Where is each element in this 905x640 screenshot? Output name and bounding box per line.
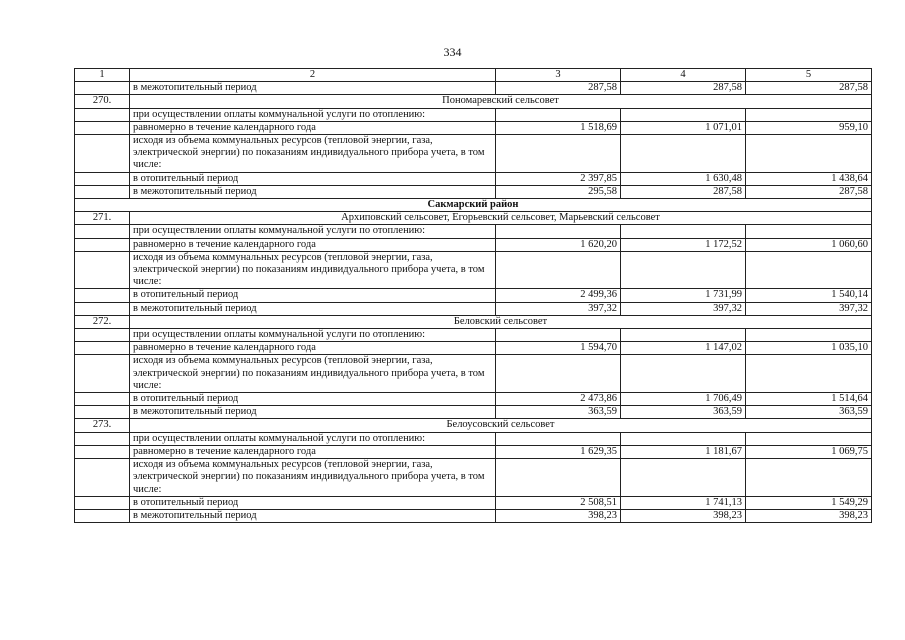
empty-cell: [496, 225, 621, 238]
value-cell: 398,23: [746, 509, 872, 522]
empty-cell: [746, 135, 872, 173]
value-cell: 2 397,85: [496, 172, 621, 185]
value-cell: 363,59: [621, 406, 746, 419]
value-cell: 1 172,52: [621, 238, 746, 251]
value-cell: 1 706,49: [621, 393, 746, 406]
value-cell: 1 438,64: [746, 172, 872, 185]
row-label: при осуществлении оплаты коммунальной услуги по отоплению:: [130, 432, 496, 445]
header-cell: 5: [746, 69, 872, 82]
empty-cell: [75, 108, 130, 121]
empty-cell: [75, 251, 130, 289]
value-cell: 1 181,67: [621, 445, 746, 458]
value-cell: 2 508,51: [496, 496, 621, 509]
value-cell: 1 741,13: [621, 496, 746, 509]
table-row: [75, 509, 872, 522]
empty-cell: [75, 172, 130, 185]
empty-cell: [75, 121, 130, 134]
row-label: при осуществлении оплаты коммунальной услуги по отоплению:: [130, 329, 496, 342]
empty-cell: [621, 329, 746, 342]
value-cell: 1 630,48: [621, 172, 746, 185]
empty-cell: [621, 355, 746, 393]
empty-cell: [621, 225, 746, 238]
value-cell: 287,58: [746, 185, 872, 198]
table-row: [75, 225, 872, 238]
table-row: [75, 329, 872, 342]
value-cell: 1 731,99: [621, 289, 746, 302]
row-label: исходя из объема коммунальных ресурсов (тепловой энергии, газа, электрической энергии) по показаниям индивидуального прибора учета, в том числе:: [130, 459, 496, 497]
row-label: равномерно в течение календарного года: [130, 121, 496, 134]
header-cell: 1: [75, 69, 130, 82]
header-cell: 2: [130, 69, 496, 82]
value-cell: 287,58: [621, 185, 746, 198]
empty-cell: [75, 289, 130, 302]
value-cell: 363,59: [746, 406, 872, 419]
table-row: [75, 251, 872, 289]
value-cell: 398,23: [621, 509, 746, 522]
row-label: исходя из объема коммунальных ресурсов (тепловой энергии, газа, электрической энергии) по показаниям индивидуального прибора учета, в том числе:: [130, 135, 496, 173]
row-number: 271.: [75, 212, 130, 225]
empty-cell: [746, 432, 872, 445]
settlement-row: [75, 212, 872, 225]
value-cell: 1 069,75: [746, 445, 872, 458]
value-cell: 1 071,01: [621, 121, 746, 134]
value-cell: 1 629,35: [496, 445, 621, 458]
row-label: равномерно в течение календарного года: [130, 445, 496, 458]
empty-cell: [75, 329, 130, 342]
empty-cell: [746, 355, 872, 393]
row-label: в межотопительный период: [130, 185, 496, 198]
row-label: исходя из объема коммунальных ресурсов (тепловой энергии, газа, электрической энергии) по показаниям индивидуального прибора учета, в том числе:: [130, 355, 496, 393]
table-row: [75, 82, 872, 95]
district-row: [75, 199, 872, 212]
row-number: 272.: [75, 315, 130, 328]
empty-cell: [496, 251, 621, 289]
row-label: в отопительный период: [130, 289, 496, 302]
row-label: в отопительный период: [130, 393, 496, 406]
settlement-name: Архиповский сельсовет, Егорьевский сельсовет, Марьевский сельсовет: [130, 212, 872, 225]
value-cell: 397,32: [496, 302, 621, 315]
empty-cell: [75, 496, 130, 509]
empty-cell: [746, 225, 872, 238]
empty-cell: [746, 251, 872, 289]
settlement-name: Беловский сельсовет: [130, 315, 872, 328]
empty-cell: [746, 329, 872, 342]
row-number: 270.: [75, 95, 130, 108]
empty-cell: [621, 432, 746, 445]
row-number: 273.: [75, 419, 130, 432]
value-cell: 959,10: [746, 121, 872, 134]
value-cell: 397,32: [621, 302, 746, 315]
value-cell: 1 514,64: [746, 393, 872, 406]
header-row: [75, 69, 872, 82]
row-label: в отопительный период: [130, 496, 496, 509]
table-row: [75, 289, 872, 302]
row-label: равномерно в течение календарного года: [130, 342, 496, 355]
district-name: Сакмарский район: [75, 199, 872, 212]
table-row: [75, 121, 872, 134]
header-cell: 4: [621, 69, 746, 82]
value-cell: 287,58: [746, 82, 872, 95]
row-label: при осуществлении оплаты коммунальной услуги по отоплению:: [130, 108, 496, 121]
settlement-row: [75, 315, 872, 328]
value-cell: 295,58: [496, 185, 621, 198]
value-cell: 397,32: [746, 302, 872, 315]
empty-cell: [496, 108, 621, 121]
empty-cell: [621, 108, 746, 121]
empty-cell: [496, 432, 621, 445]
empty-cell: [75, 342, 130, 355]
table-row: [75, 406, 872, 419]
tariff-table: [74, 68, 872, 523]
table-row: [75, 238, 872, 251]
empty-cell: [75, 432, 130, 445]
empty-cell: [75, 135, 130, 173]
empty-cell: [746, 108, 872, 121]
empty-cell: [75, 185, 130, 198]
value-cell: 1 060,60: [746, 238, 872, 251]
row-label: в отопительный период: [130, 172, 496, 185]
settlement-row: [75, 95, 872, 108]
value-cell: 2 499,36: [496, 289, 621, 302]
table-row: [75, 459, 872, 497]
empty-cell: [75, 302, 130, 315]
empty-cell: [496, 329, 621, 342]
value-cell: 1 147,02: [621, 342, 746, 355]
value-cell: 1 620,20: [496, 238, 621, 251]
settlement-name: Пономаревский сельсовет: [130, 95, 872, 108]
value-cell: 398,23: [496, 509, 621, 522]
page-number: 334: [443, 45, 462, 59]
empty-cell: [75, 355, 130, 393]
empty-cell: [496, 135, 621, 173]
row-label: исходя из объема коммунальных ресурсов (тепловой энергии, газа, электрической энергии) по показаниям индивидуального прибора учета, в том числе:: [130, 251, 496, 289]
empty-cell: [621, 251, 746, 289]
row-label: равномерно в течение календарного года: [130, 238, 496, 251]
table-row: [75, 185, 872, 198]
empty-cell: [75, 406, 130, 419]
row-label: при осуществлении оплаты коммунальной услуги по отоплению:: [130, 225, 496, 238]
table-row: [75, 172, 872, 185]
table-row: [75, 355, 872, 393]
empty-cell: [75, 238, 130, 251]
empty-cell: [75, 393, 130, 406]
empty-cell: [75, 445, 130, 458]
settlement-row: [75, 419, 872, 432]
value-cell: 287,58: [496, 82, 621, 95]
row-label: в межотопительный период: [130, 82, 496, 95]
empty-cell: [621, 459, 746, 497]
empty-cell: [75, 459, 130, 497]
row-label: в межотопительный период: [130, 509, 496, 522]
value-cell: 1 549,29: [746, 496, 872, 509]
table-row: [75, 496, 872, 509]
table-row: [75, 135, 872, 173]
value-cell: 1 035,10: [746, 342, 872, 355]
value-cell: 363,59: [496, 406, 621, 419]
empty-cell: [621, 135, 746, 173]
table-row: [75, 393, 872, 406]
row-label: в межотопительный период: [130, 302, 496, 315]
empty-cell: [496, 355, 621, 393]
value-cell: 287,58: [621, 82, 746, 95]
value-cell: 1 540,14: [746, 289, 872, 302]
table-row: [75, 108, 872, 121]
table-row: [75, 432, 872, 445]
empty-cell: [75, 509, 130, 522]
empty-cell: [75, 225, 130, 238]
row-label: в межотопительный период: [130, 406, 496, 419]
value-cell: 1 594,70: [496, 342, 621, 355]
value-cell: 1 518,69: [496, 121, 621, 134]
header-cell: 3: [496, 69, 621, 82]
table-row: [75, 342, 872, 355]
empty-cell: [746, 459, 872, 497]
settlement-name: Белоусовский сельсовет: [130, 419, 872, 432]
empty-cell: [496, 459, 621, 497]
table-row: [75, 445, 872, 458]
table-row: [75, 302, 872, 315]
empty-cell: [75, 82, 130, 95]
value-cell: 2 473,86: [496, 393, 621, 406]
